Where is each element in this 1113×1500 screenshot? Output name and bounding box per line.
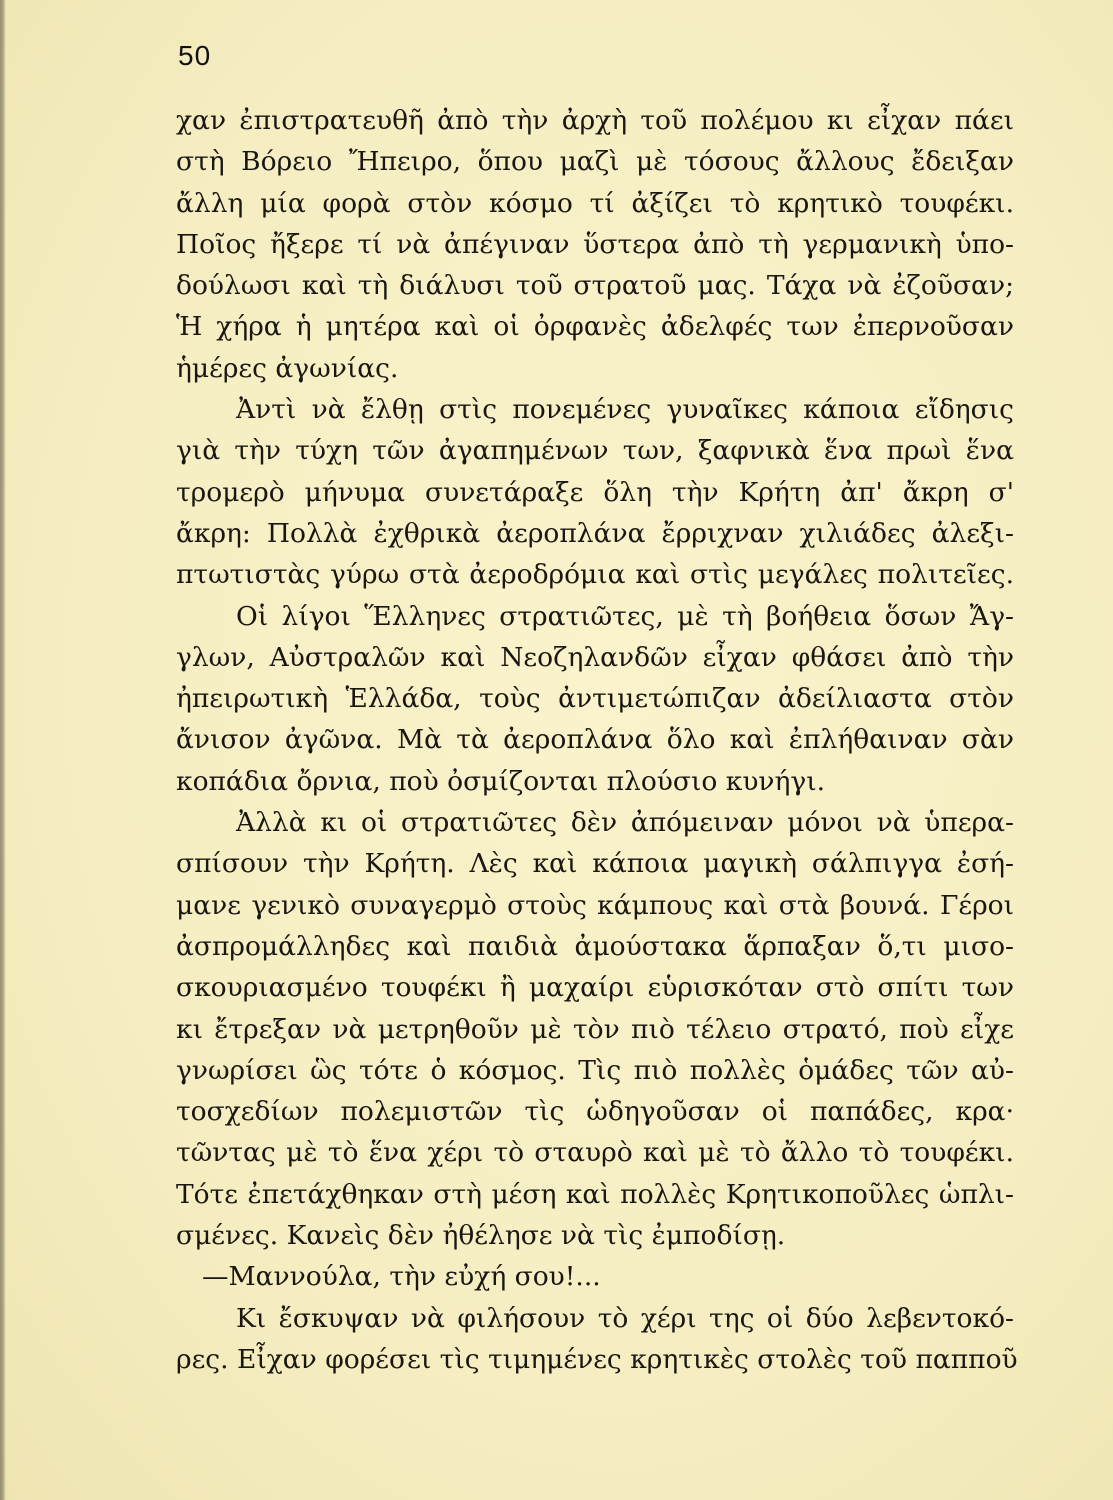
- text-line-20: μανε γενικὸ συναγερμὸ στοὺς κάμπους καὶ στὰ βουνά. Γέροι: [176, 889, 1014, 921]
- text-line-31: ρες. Εἶχαν φορέσει τὶς τιμημένες κρητικὲς στολὲς τοῦ παπποῦ: [176, 1343, 1018, 1375]
- text-line-29: —Μαννούλα, τὴν εὐχή σου!...: [202, 1261, 601, 1293]
- page-binding-shadow: [0, 0, 6, 1500]
- text-line-15: ἠπειρωτικὴ Ἑλλάδα, τοὺς ἀντιμετώπιζαν ἀδείλιαστα στὸν: [176, 683, 1014, 715]
- text-line-23: κι ἔτρεξαν νὰ μετρηθοῦν μὲ τὸν πιὸ τέλειο στρατό, ποὺ εἶχε: [176, 1013, 1014, 1045]
- text-line-17: κοπάδια ὄρνια, ποὺ ὀσμίζονται πλούσιο κυνήγι.: [176, 765, 826, 797]
- text-line-8: Ἀντὶ νὰ ἔλθῃ στὶς πονεμένες γυναῖκες κάποια εἴδησις: [236, 394, 1014, 426]
- text-line-22: σκουριασμένο τουφέκι ἢ μαχαίρι εὑρισκόταν στὸ σπίτι των: [176, 972, 1014, 1004]
- text-line-5: δούλωσι καὶ τὴ διάλυσι τοῦ στρατοῦ μας. Τάχα νὰ ἐζοῦσαν;: [176, 270, 1014, 302]
- text-line-11: ἄκρη: Πολλὰ ἐχθρικὰ ἀεροπλάνα ἔρριχναν χιλιάδες ἀλεξι-: [176, 517, 1014, 549]
- text-line-1: χαν ἐπιστρατευθῆ ἀπὸ τὴν ἀρχὴ τοῦ πολέμου κι εἶχαν πάει: [176, 105, 1014, 136]
- text-line-14: γλων, Αὐστραλῶν καὶ Νεοζηλανδῶν εἶχαν φθάσει ἀπὸ τὴν: [176, 641, 1014, 673]
- text-line-12: πτωτιστὰς γύρω στὰ ἀεροδρόμια καὶ στὶς μεγάλες πολιτεῖες.: [176, 559, 1014, 591]
- text-line-13: Οἱ λίγοι Ἕλληνες στρατιῶτες, μὲ τὴ βοήθεια ὅσων Ἄγ-: [236, 600, 1014, 632]
- text-line-6: Ἡ χήρα ἡ μητέρα καὶ οἱ ὀρφανὲς ἀδελφές των ἐπερνοῦσαν: [176, 311, 1014, 343]
- page-number: 50: [178, 40, 212, 71]
- text-line-30: Κι ἔσκυψαν νὰ φιλήσουν τὸ χέρι της οἱ δύο λεβεντοκό-: [236, 1302, 1014, 1334]
- text-line-7: ἡμέρες ἀγωνίας.: [176, 352, 399, 384]
- text-line-21: ἀσπρομάλληδες καὶ παιδιὰ ἀμούστακα ἅρπαξαν ὅ,τι μισο-: [176, 930, 1014, 962]
- text-line-26: τῶντας μὲ τὸ ἕνα χέρι τὸ σταυρὸ καὶ μὲ τὸ ἄλλο τὸ τουφέκι.: [176, 1137, 1014, 1169]
- text-line-2: στὴ Βόρειο Ἤπειρο, ὅπου μαζὶ μὲ τόσους ἄλλους ἔδειξαν: [176, 146, 1014, 178]
- body-text: [176, 100, 1018, 1380]
- text-line-28: σμένες. Κανεὶς δὲν ἠθέλησε νὰ τὶς ἐμποδίσῃ.: [176, 1220, 786, 1252]
- text-line-3: ἄλλη μία φορὰ στὸν κόσμο τί ἀξίζει τὸ κρητικὸ τουφέκι.: [176, 187, 1014, 219]
- text-line-24: γνωρίσει ὣς τότε ὁ κόσμος. Τὶς πιὸ πολλὲς ὁμάδες τῶν αὐ-: [176, 1054, 1014, 1086]
- text-line-25: τοσχεδίων πολεμιστῶν τὶς ὡδηγοῦσαν οἱ παπάδες, κρα·: [176, 1096, 1014, 1128]
- text-line-19: σπίσουν τὴν Κρήτη. Λὲς καὶ κάποια μαγικὴ σάλπιγγα ἐσή-: [176, 848, 1014, 880]
- text-line-9: γιὰ τὴν τύχη τῶν ἀγαπημένων των, ξαφνικὰ ἕνα πρωὶ ἕνα: [176, 435, 1014, 467]
- text-line-16: ἄνισον ἀγῶνα. Μὰ τὰ ἀεροπλάνα ὅλο καὶ ἐπλήθαιναν σὰν: [176, 724, 1014, 756]
- text-line-27: Τότε ἐπετάχθηκαν στὴ μέση καὶ πολλὲς Κρητικοποῦλες ὡπλι-: [176, 1178, 1014, 1210]
- text-line-4: Ποῖος ἤξερε τί νὰ ἀπέγιναν ὕστερα ἀπὸ τὴ γερμανικὴ ὑπο-: [176, 228, 1014, 260]
- text-line-18: Ἀλλὰ κι οἱ στρατιῶτες δὲν ἀπόμειναν μόνοι νὰ ὑπερα-: [236, 807, 1014, 839]
- text-line-10: τρομερὸ μήνυμα συνετάραξε ὅλη τὴν Κρήτη ἀπ' ἄκρη σ': [176, 476, 1014, 508]
